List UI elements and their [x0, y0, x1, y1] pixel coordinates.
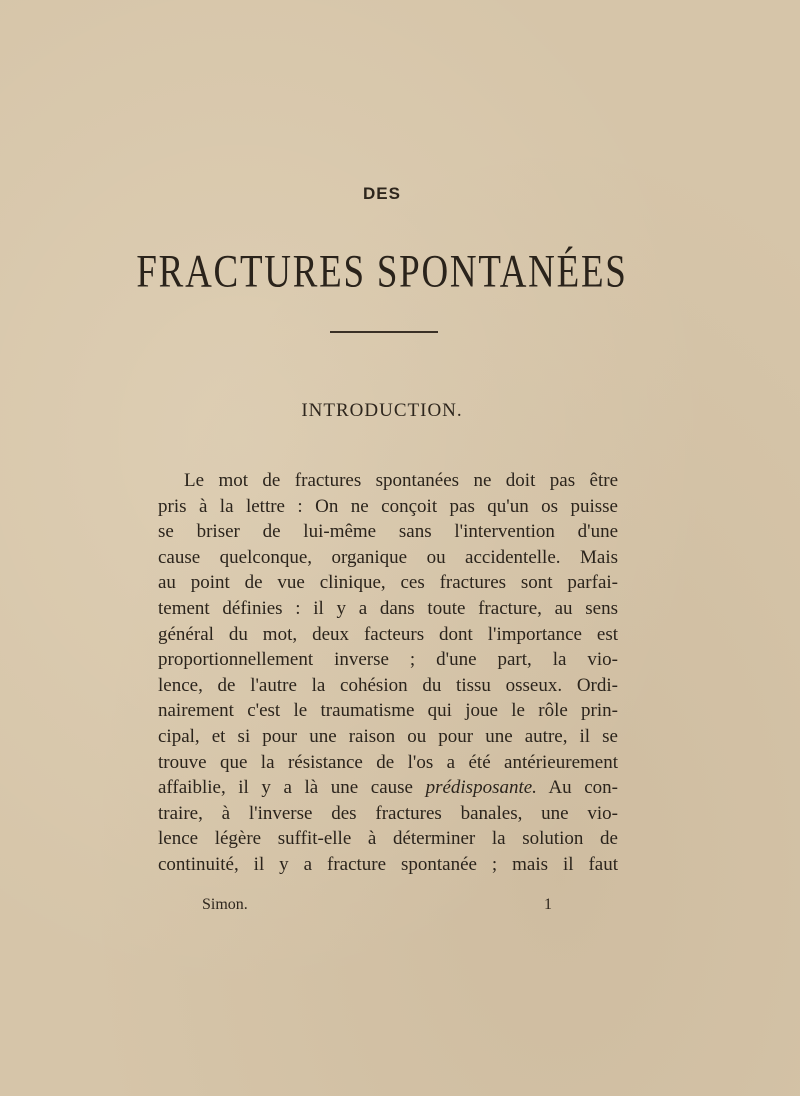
footer-author: Simon. — [202, 896, 248, 913]
title-divider — [330, 331, 438, 333]
paragraph-line: lence légère suffit-elle à déterminer la solution de — [158, 828, 618, 850]
paragraph — [158, 468, 618, 878]
paragraph-line: au point de vue clinique, ces fractures sont parfai- — [158, 572, 618, 594]
italic-term: prédisposante. — [425, 777, 537, 799]
paragraph-line: se briser de lui-même sans l'intervention d'une — [158, 521, 618, 543]
paragraph-line: pris à la lettre : On ne conçoit pas qu'un os puisse — [158, 495, 618, 517]
paragraph-line: cause quelconque, organique ou accidentelle. Mais — [158, 546, 618, 568]
paragraph-line-end: Au con- — [548, 777, 619, 799]
paragraph-line: proportionnellement inverse ; d'une part, la vio- — [158, 649, 618, 671]
paragraph-line: traire, à l'inverse des fractures banales, une vio- — [158, 802, 618, 824]
document-subtitle: DES — [363, 184, 401, 203]
paragraph-line: continuité, il y a fracture spontanée ; mais il faut — [158, 853, 618, 875]
paragraph-line-start: affaiblie, il y a là une cause — [158, 777, 413, 799]
paragraph-line: général du mot, deux facteurs dont l'importance est — [158, 623, 618, 645]
paragraph-line: nairement c'est le traumatisme qui joue le rôle prin- — [158, 700, 618, 722]
paragraph-line: lence, de l'autre la cohésion du tissu osseux. Ordi- — [158, 674, 618, 696]
paragraph-line: cipal, et si pour une raison ou pour une autre, il se — [158, 725, 618, 747]
paragraph-line: trouve que la résistance de l'os a été antérieurement — [158, 751, 618, 773]
section-heading: INTRODUCTION. — [301, 400, 463, 421]
paragraph-line: tement définies : il y a dans toute fracture, au sens — [158, 597, 618, 619]
paragraph-line: Le mot de fractures spontanées ne doit pas être — [184, 470, 618, 491]
document-title: FRACTURES SPONTANÉES — [136, 247, 628, 298]
paragraph-line-mixed — [158, 775, 618, 801]
page-number: 1 — [544, 896, 552, 913]
